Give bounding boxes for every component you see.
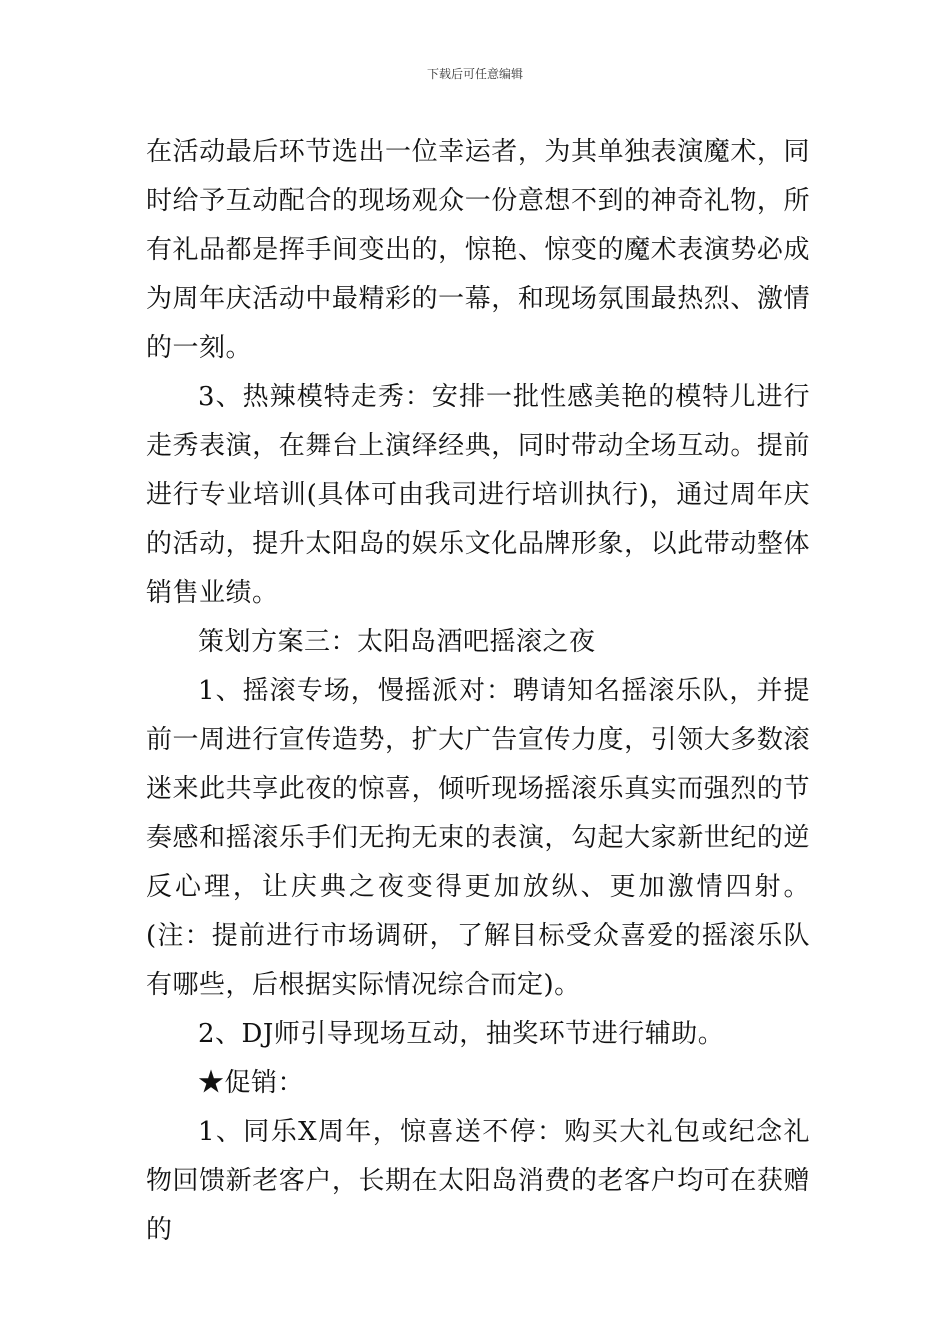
paragraph-model-show: 3、热辣模特走秀：安排一批性感美艳的模特儿进行走秀表演，在舞台上演绎经典，同时带动全场互动。提前进行专业培训(具体可由我司进行培训执行)，通过周年庆的活动，提升太阳岛的娱乐文化品牌形象，以此带动整体销售业绩。 [146,382,810,608]
document-body [146,128,810,1255]
page-header: 下载后可任意编辑 [426,67,523,81]
section-heading-plan-three: 策划方案三：太阳岛酒吧摇滚之夜 [198,627,596,657]
paragraph-anniversary-gifts: 1、同乐X周年，惊喜送不停：购买大礼包或纪念礼物回馈新老客户，长期在太阳岛消费的老客户均可在获赠的 [146,1117,810,1245]
paragraph-dj-interaction: 2、DJ师引导现场互动，抽奖环节进行辅助。 [198,1019,725,1049]
section-heading-promotion: ★促销： [198,1068,305,1098]
paragraph-rock-party: 1、摇滚专场，慢摇派对：聘请知名摇滚乐队，并提前一周进行宣传造势，扩大广告宣传力度，引领大多数滚迷来此共享此夜的惊喜，倾听现场摇滚乐真实而强烈的节奏感和摇滚乐手们无拘无束的表演，勾起大家新世纪的逆反心理，让庆典之夜变得更加放纵、更加激情四射。(注：提前进行市场调研，了解目标受众喜爱的摇滚乐队有哪些，后根据实际情况综合而定)。 [146,676,810,1000]
paragraph-magic-show-continued: 在活动最后环节选出一位幸运者，为其单独表演魔术，同时给予互动配合的现场观众一份意想不到的神奇礼物，所有礼品都是挥手间变出的，惊艳、惊变的魔术表演势必成为周年庆活动中最精彩的一幕，和现场氛围最热烈、激情的一刻。 [146,137,810,363]
